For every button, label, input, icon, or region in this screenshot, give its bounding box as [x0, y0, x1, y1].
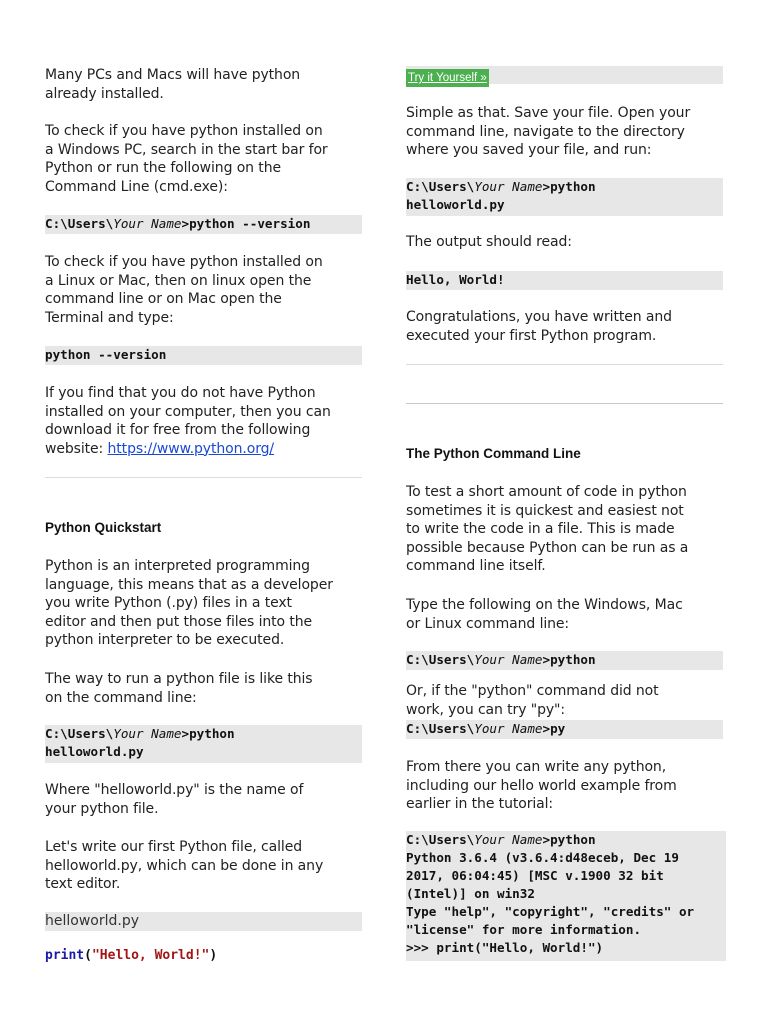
simple-text: Simple as that. Save your file. Open your command line, navigate to the directory where you saved your file, and run:	[406, 105, 691, 159]
divider	[406, 364, 723, 365]
try-it-bar	[406, 66, 723, 84]
output-read-text: The output should read:	[406, 234, 572, 250]
check-windows-text: To check if you have python installed on a Windows PC, search in the start bar for Python or run the following on the Command Line (cmd.exe):	[45, 123, 328, 195]
where-text: Where "helloworld.py" is the name of your python file.	[45, 782, 304, 817]
code-run-left: C:\Users\Your Name>python helloworld.py	[45, 725, 362, 763]
not-installed-text: If you find that you do not have Python installed on your computer, then you can download it for free from the following website: https://www.python.org/	[45, 385, 331, 457]
code-snippet: print("Hello, World!")	[45, 948, 218, 963]
check-linux-text: To check if you have python installed on a Linux or Mac, then on linux open the command line or on Mac open the Terminal and type:	[45, 254, 323, 326]
lets-write-text: Let's write our first Python file, called helloworld.py, which can be done in any text editor.	[45, 839, 324, 893]
type-following-text: Type the following on the Windows, Mac or Linux command line:	[406, 597, 683, 632]
divider	[406, 403, 723, 404]
interpreted-text: Python is an interpreted programming language, this means that as a developer you write Python (.py) files in a text editor and then put those files into the python interpreter to be executed.	[45, 558, 333, 649]
code-keyword: print	[45, 948, 85, 963]
code-output: Hello, World!	[406, 271, 723, 290]
cmdline-heading: The Python Command Line	[406, 446, 581, 461]
code-run-right: C:\Users\Your Name>python helloworld.py	[406, 178, 723, 216]
code-py: C:\Users\Your Name>py	[406, 720, 723, 739]
from-there-text: From there you can write any python, including our hello world example from earlier in the tutorial:	[406, 759, 677, 813]
python-org-link[interactable]: https://www.python.org/	[107, 440, 275, 457]
or-if-text: Or, if the "python" command did not work, you can try "py":	[406, 683, 659, 718]
try-it-yourself-button[interactable]: Try it Yourself »	[406, 69, 489, 87]
divider	[45, 477, 362, 478]
congrats-text: Congratulations, you have written and executed your first Python program.	[406, 309, 672, 344]
intro-text: Many PCs and Macs will have python already installed.	[45, 67, 301, 102]
code-string: "Hello, World!"	[91, 948, 210, 963]
filename-bar: helloworld.py	[45, 912, 362, 931]
code-version-windows: C:\Users\Your Name>python --version	[45, 215, 362, 234]
run-way-text: The way to run a python file is like this on the command line:	[45, 671, 313, 706]
code-python: C:\Users\Your Name>python	[406, 651, 723, 670]
code-session: C:\Users\Your Name>python Python 3.6.4 (v3.6.4:d48eceb, Dec 19 2017, 06:04:45) [MSC v.1900 32 bit (Intel)] on win32 Type "help", "copyright", "credits" or "license" for more information. >>> print("Hello, World!")	[406, 831, 726, 961]
quickstart-heading: Python Quickstart	[45, 520, 162, 535]
code-version-linux: python --version	[45, 346, 362, 365]
test-short-text: To test a short amount of code in python sometimes it is quickest and easiest not to write the code in a file. This is made possible because Python can be run as a command line itself.	[406, 484, 689, 575]
